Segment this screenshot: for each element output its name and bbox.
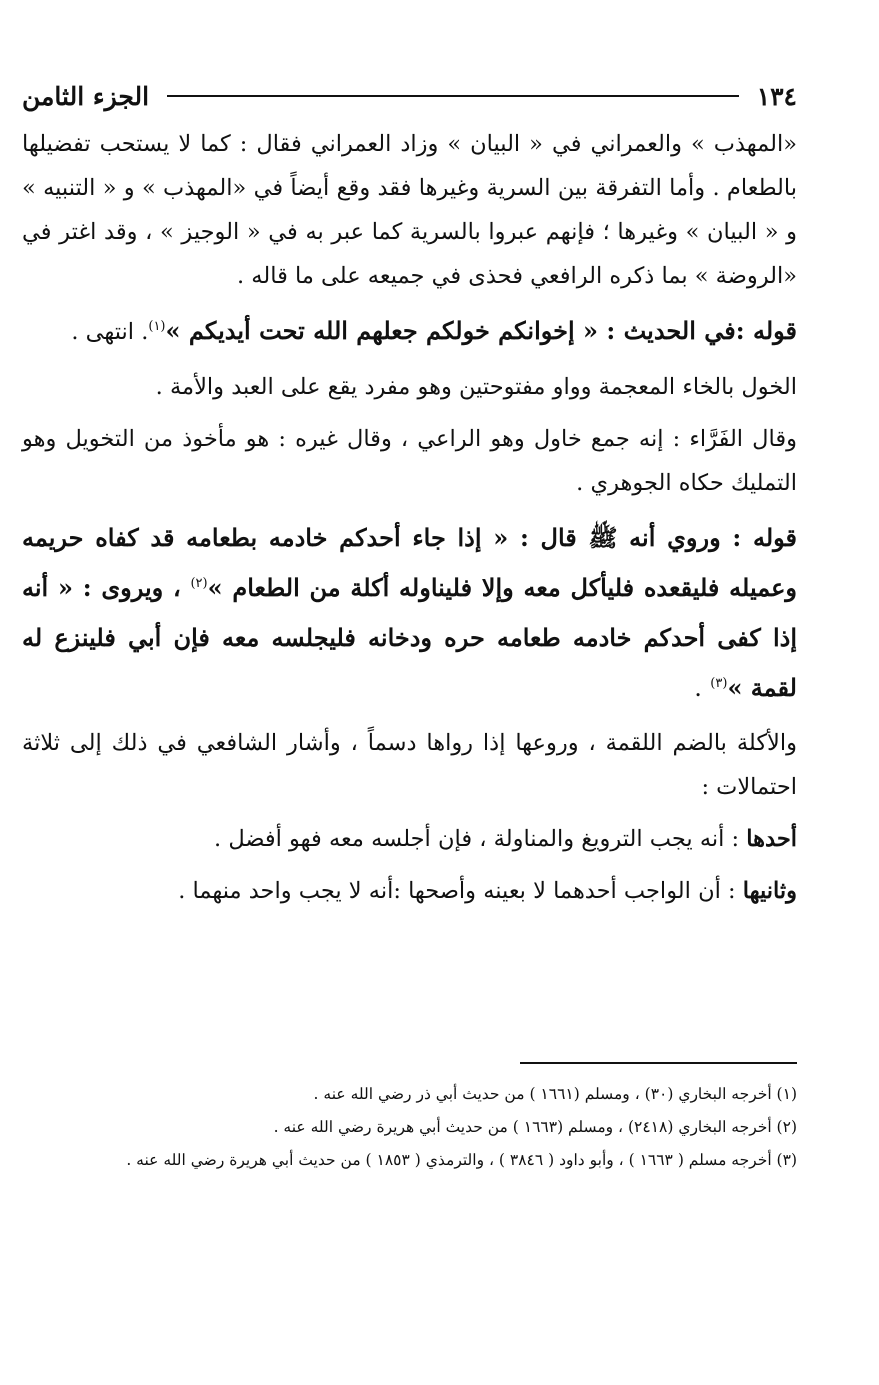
page-body: [22, 70, 797, 921]
footnotes: [22, 1078, 797, 1177]
page-header: [22, 70, 797, 122]
footnote-ref-2: (٢): [190, 576, 208, 591]
footnote-3: (٣) أخرجه مسلم ( ١٦٦٣ ) ، وأبو داود ( ٣٨٤٦ ) ، والترمذي ( ١٨٥٣ ) من حديث أبي هريرة رضي الله عنه .: [126, 1151, 797, 1169]
running-title: الجزء الثامن: [22, 81, 150, 111]
paragraph-5: [22, 513, 797, 713]
hadith-quote-2: قوله : وروي أنه ﷺ قال : « إذا جاء أحدكم خادمه بطعامه قد كفاه حريمه وعميله فليقعده فليأكل معه وإلا فليناوله أكلة من الطعام »: [22, 523, 797, 602]
footnote-1: (١) أخرجه البخاري (٣٠) ، ومسلم (١٦٦١ ) من حديث أبي ذر رضي الله عنه .: [313, 1085, 797, 1103]
paragraph-1: «المهذب » والعمراني في « البيان » وزاد العمراني فقال : كما لا يستحب تفضيلها بالطعام . وأما التفرقة بين السرية وغيرها فقد وقع أيضاً في «المهذب » و « التنبيه » و « البيان » وغيرها ؛ فإنهم عبروا بالسرية كما عبر به في « الوجيز » ، وقد اغتر في «الروضة » بما ذكره الرافعي فحذى في جميعه على ما قاله .: [22, 131, 797, 289]
paragraph-7-lead: أحدها: [746, 826, 797, 852]
footnote-separator: [520, 1062, 797, 1064]
footnote-ref-3: (٣): [710, 676, 728, 691]
paragraph-7-text: : أنه يجب الترويغ والمناولة ، فإن أجلسه معه فهو أفضل .: [214, 826, 740, 852]
paragraph-5-end: .: [694, 674, 702, 702]
paragraph-6: والأكلة بالضم اللقمة ، وروعها إذا رواها دسماً ، وأشار الشافعي في ذلك إلى ثلاثة احتمالات :: [22, 730, 797, 800]
paragraph-7: [22, 817, 797, 861]
footnote-2: (٢) أخرجه البخاري (٢٤١٨) ، ومسلم (١٦٦٣ ) من حديث أبي هريرة رضي الله عنه .: [273, 1118, 797, 1136]
paragraph-4: وقال الفَرَّاء : إنه جمع خاول وهو الراعي ، وقال غيره : هو مأخوذ من التخويل وهو التمليك حكاه الجوهري .: [22, 426, 797, 496]
paragraph-2: [22, 306, 797, 357]
page-number: ١٣٤: [756, 81, 797, 111]
header-rule: [167, 95, 739, 97]
paragraph-8: [22, 869, 797, 913]
paragraph-3: الخول بالخاء المعجمة وواو مفتوحتين وهو مفرد يقع على العبد والأمة .: [155, 374, 797, 400]
paragraph-8-lead: وثانيها: [742, 878, 797, 904]
hadith-quote: قوله :في الحديث : « إخوانكم خولكم جعلهم الله تحت أيديكم »: [165, 316, 797, 345]
hadith-quote-3: ، ويروى : « أنه إذا كفى أحدكم خادمه طعامه حره ودخانه فليجلسه معه فإن أبي فلينزع له لقمة »: [22, 573, 797, 702]
paragraph-2-tail: . انتهى .: [71, 319, 149, 345]
paragraph-8-text: : أن الواجب أحدهما لا بعينه وأصحها :أنه لا يجب واحد منهما .: [178, 878, 736, 904]
footnote-ref-1: (١): [148, 319, 166, 334]
